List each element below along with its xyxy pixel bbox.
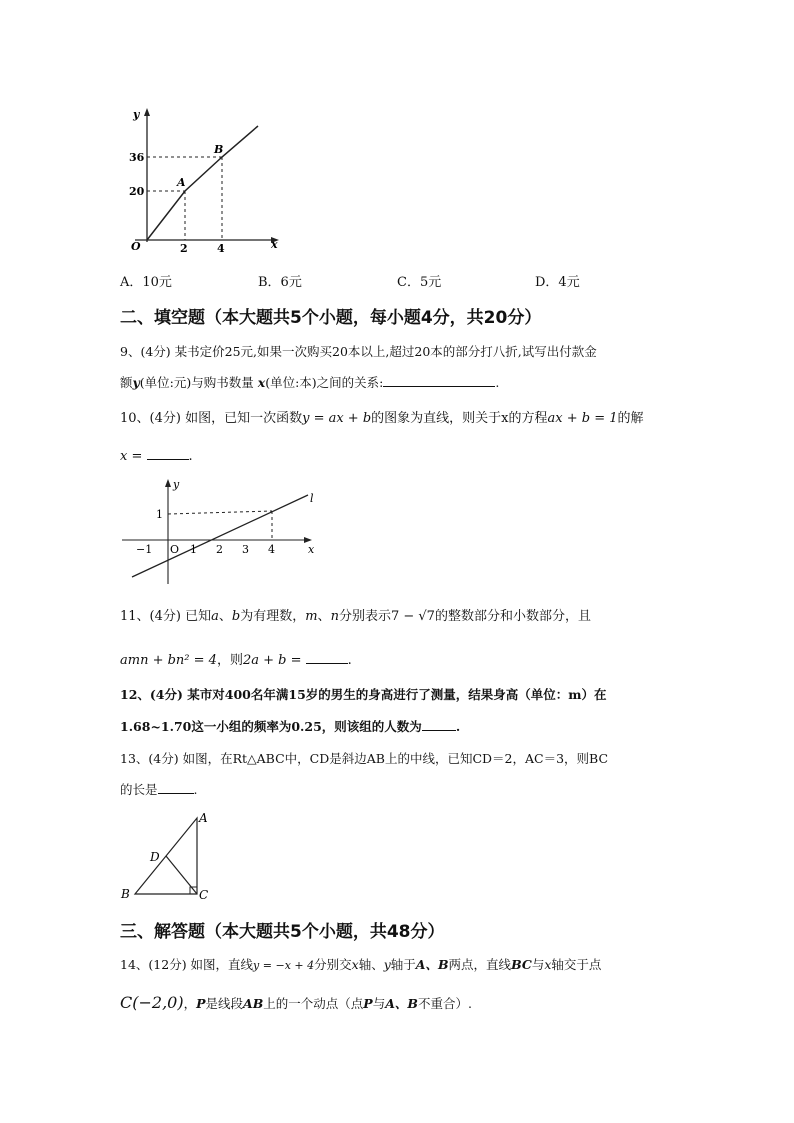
q12-line1: 12、(4分) 某市对400名年满15岁的男生的身高进行了测量，结果身高（单位：m）在	[120, 687, 607, 702]
section-2-title: 二、填空题（本大题共5个小题，每小题4分，共20分）	[120, 308, 542, 328]
q11-a: a	[211, 609, 219, 624]
q9-line1: 9、(4分) 某书定价25元,如果一次购买20本以上,超过20本的部分打八折,试写出付款金	[120, 344, 597, 359]
q11-sep2: 、	[317, 609, 331, 624]
q14-line1-c: 轴、	[358, 957, 384, 972]
x-tick-neg1: −1	[136, 543, 153, 556]
q11-line1-c: 分别表示	[338, 609, 391, 624]
q14-line2-g: 不重合）.	[417, 996, 472, 1011]
label-b: B	[121, 887, 130, 901]
q14-line1-a: 14、(12分) 如图，直线	[120, 957, 254, 972]
y-tick-36: 36	[129, 151, 145, 164]
q14-line2-e: 与	[372, 996, 386, 1011]
q11-b: b	[231, 609, 241, 624]
q11-m: m	[305, 609, 318, 624]
x-axis-label: x	[271, 238, 278, 251]
q11-line1-a: 11、(4分) 已知	[120, 609, 212, 624]
q14-line1	[120, 957, 601, 972]
q13-triangle	[115, 808, 215, 904]
q14-line1-b: 分别交	[314, 957, 352, 972]
q10-line1-b: 的图象为直线，则关于x的方程	[371, 411, 548, 426]
q14-line1-e: 两点，直线	[448, 957, 512, 972]
q10-line2-a: x =	[120, 449, 143, 464]
q10-eq: ax + b = 1	[547, 411, 618, 426]
q10-line1	[120, 411, 644, 427]
price-line	[147, 126, 258, 240]
q14-y: y	[383, 957, 391, 972]
q14-line1-f: 与	[531, 957, 545, 972]
q14-p: P	[196, 996, 206, 1011]
label-a: A	[199, 811, 208, 825]
q10-graph	[118, 476, 328, 588]
x-axis-label: x	[308, 543, 315, 556]
q14-x2: x	[544, 957, 552, 972]
q14-point-c: C(−2,0)	[120, 993, 184, 1012]
q14-func: y = −x + 4	[253, 959, 315, 972]
q11-line2	[120, 651, 352, 669]
q12-line2-text: 1.68~1.70这一小组的频率为0.25，则该组的人数为	[120, 719, 422, 734]
q10-func: y = ax + b	[302, 411, 372, 426]
y-axis-arrow	[144, 108, 150, 116]
q12-line2	[120, 718, 460, 734]
q13-line2	[120, 781, 198, 797]
q14-ab: AB	[243, 996, 264, 1011]
q14-line2-f: A、B	[385, 996, 418, 1011]
q11-line1-b: 为有理数，	[240, 609, 306, 624]
q14-line2-d: 上的一个动点（点	[263, 996, 364, 1011]
label-c: C	[199, 888, 209, 902]
q11-expr: 7 − √7	[390, 609, 435, 624]
q14-line2	[120, 993, 472, 1012]
q10-line1-c: 的解	[617, 411, 644, 426]
point-a-label: A	[177, 176, 186, 189]
q14-p2: P	[363, 996, 373, 1011]
q14-pts: A、B	[415, 957, 449, 972]
option-d: D．4元	[535, 275, 580, 290]
q10-line2-end: .	[188, 449, 193, 464]
option-c: C．5元	[397, 275, 442, 290]
section-3-title: 三、解答题（本大题共5个小题，共48分）	[120, 922, 445, 942]
q14-line2-c: 是线段	[205, 996, 244, 1011]
q11-line1-d: 的整数部分和小数部分，且	[434, 609, 591, 624]
q13-line2-end: .	[193, 782, 198, 797]
q9-line2	[120, 374, 499, 390]
y-axis-label: y	[133, 108, 140, 121]
q9-line2-a: 额	[120, 375, 133, 390]
q11-n: n	[330, 609, 339, 624]
x-tick-2: 2	[216, 543, 223, 556]
q12-answer-blank[interactable]	[422, 718, 456, 731]
x-tick-4: 4	[268, 543, 275, 556]
q13-line1: 13、(4分) 如图，在Rt△ABC中，CD是斜边AB上的中线，已知CD＝2，AC＝3，则BC	[120, 751, 609, 766]
q11-line2-b: ，则	[216, 653, 243, 668]
q8-graph	[115, 100, 290, 260]
q13-answer-blank[interactable]	[158, 781, 194, 794]
q9-line2-end: .	[495, 375, 500, 390]
q9-line2-b: (单位:元)与购书数量	[139, 375, 254, 390]
q14-bc: BC	[511, 957, 532, 972]
q11-answer-blank[interactable]	[306, 651, 348, 664]
q9-answer-blank[interactable]	[383, 374, 495, 387]
x-tick-2: 2	[180, 242, 188, 255]
label-d: D	[150, 850, 160, 864]
q14-line2-b: ，	[183, 996, 197, 1011]
q9-var-x: x	[257, 375, 266, 390]
q10-line2	[120, 447, 193, 465]
point-b-label: B	[214, 143, 224, 156]
option-a: A．10元	[120, 275, 172, 290]
guide-h	[168, 511, 272, 514]
q9-line2-c: (单位:本)之间的关系:	[265, 375, 384, 390]
x-tick-4: 4	[217, 242, 225, 255]
q11-sep1: 、	[218, 609, 232, 624]
x-tick-1: 1	[190, 543, 197, 556]
origin-label: O	[170, 543, 180, 556]
x-tick-3: 3	[242, 543, 249, 556]
q10-answer-blank[interactable]	[147, 447, 189, 460]
line-l-label: l	[310, 492, 314, 505]
option-b: B．6元	[258, 275, 302, 290]
q12-line2-end: .	[455, 719, 461, 734]
y-tick-20: 20	[129, 185, 145, 198]
q14-x: x	[351, 957, 359, 972]
q14-line1-d: 轴于	[390, 957, 416, 972]
q10-line1-a: 10、(4分) 如图，已知一次函数	[120, 411, 303, 426]
q11-line2-end: .	[347, 653, 352, 668]
median-cd	[166, 856, 197, 894]
y-axis-label: y	[173, 478, 180, 491]
q9-var-y: y	[132, 375, 140, 390]
q11-line2-c: 2a + b =	[242, 653, 302, 668]
y-axis-arrow	[165, 479, 171, 487]
origin-label: O	[131, 240, 141, 253]
q11-line2-a: amn + bn² = 4	[120, 653, 217, 668]
q11-line1	[120, 609, 591, 625]
y-tick-1: 1	[156, 508, 163, 521]
q13-line2-text: 的长是	[120, 782, 158, 797]
q14-line1-g: 轴交于点	[551, 957, 602, 972]
